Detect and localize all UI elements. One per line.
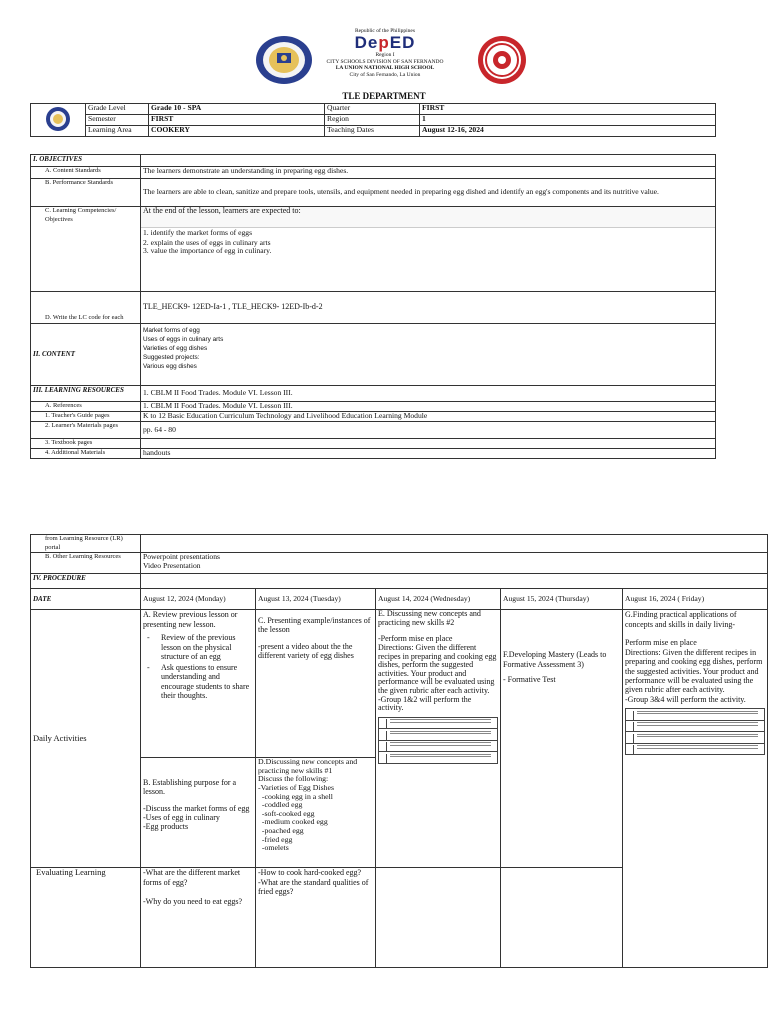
teachers-guide-label: 1. Teacher's Guide pages [31, 412, 141, 422]
content-items [141, 324, 716, 386]
department-title: TLE DEPARTMENT [342, 91, 426, 101]
content-item: Uses of eggs in culinary arts [143, 336, 224, 343]
deped-small-seal-icon [45, 106, 71, 132]
content-item: Various egg dishes [143, 363, 197, 370]
lr-portal-label: from Learning Resource (LR) portal [31, 535, 141, 553]
tuesday-activity-d [256, 758, 376, 868]
date-wednesday: August 14, 2024 (Wednesday) [376, 589, 501, 610]
learning-area-value: COOKERY [149, 126, 325, 137]
monday-b-title: B. Establishing purpose for a lesson. [143, 778, 237, 797]
quarter-value: FIRST [420, 104, 716, 115]
learners-materials-label: 2. Learner's Materials pages [31, 422, 141, 439]
monday-evaluation: -What are the different market forms of egg? -Why do you need to eat eggs? [141, 868, 256, 968]
competencies-label: C. Learning Competencies/ Objectives [31, 207, 141, 292]
resources-heading: III. LEARNING RESOURCES [31, 386, 141, 402]
procedure-table [30, 534, 768, 968]
content-item: Suggested projects: [143, 354, 200, 361]
info-table [30, 103, 716, 137]
additional-materials-label: 4. Additional Materials [31, 449, 141, 459]
school-seal-icon [475, 35, 529, 85]
header-text [300, 28, 470, 78]
friday-activity-g [623, 610, 768, 968]
other-resource-item: Powerpoint presentations [143, 552, 220, 562]
resources-heading-value: 1. CBLM II Food Trades. Module VI. Lesson III. [141, 386, 716, 402]
rubric-image [625, 708, 765, 755]
competency-1: 1. identify the market forms of eggs [143, 228, 253, 237]
content-heading: II. CONTENT [31, 324, 141, 386]
monday-a-item: - Ask questions to ensure understanding and encourage students to share their thoughts. [143, 663, 253, 701]
additional-materials-value: handouts [141, 449, 716, 459]
thursday-activity-f [501, 610, 623, 868]
lesson-plan-table [30, 154, 716, 459]
learning-area-label: Learning Area [86, 126, 149, 137]
region-text: Region I [375, 52, 395, 59]
competency-3: 3. value the importance of egg in culinary. [143, 246, 272, 256]
teaching-dates-label: Teaching Dates [325, 126, 420, 137]
textbook-value [141, 439, 716, 449]
teaching-dates-value: August 12-16, 2024 [420, 126, 716, 137]
date-label: DATE [31, 589, 141, 610]
date-monday: August 12, 2024 (Monday) [141, 589, 256, 610]
thursday-f-body: - Formative Test [503, 675, 556, 685]
evaluating-learning-label: Evaluating Learning [31, 868, 141, 968]
monday-b-body: -Discuss the market forms of egg -Uses of egg in culinary -Egg products [143, 804, 250, 832]
tuesday-evaluation: -How to cook hard-cooked egg? -What are the standard qualities of fried eggs? [256, 868, 376, 968]
wednesday-e-title: E. Discussing new concepts and practicing new skills #2 [378, 609, 481, 627]
references-label: A. References [31, 402, 141, 412]
performance-standards-label: B. Performance Standards [31, 179, 141, 207]
semester-label: Semester [86, 115, 149, 126]
other-resources-value [141, 553, 768, 574]
grade-level-value: Grade 10 - SPA [149, 104, 325, 115]
learners-materials-value: pp. 64 - 80 [141, 422, 716, 439]
region-label: Region [325, 115, 420, 126]
tuesday-c-body: -present a video about the the different variety of egg dishes [258, 642, 354, 661]
objectives-heading: I. OBJECTIVES [31, 155, 141, 167]
division-text: CITY SCHOOLS DIVISION OF SAN FERNANDO [326, 58, 444, 65]
monday-a-item: - Review of the previous lesson on the physical structure of an egg [143, 633, 253, 662]
date-tuesday: August 13, 2024 (Tuesday) [256, 589, 376, 610]
content-standards-label: A. Content Standards [31, 167, 141, 179]
date-thursday: August 15, 2024 (Thursday) [501, 589, 623, 610]
performance-standards-value: The learners are able to clean, sanitize and prepare tools, utensils, and equipment needed in preparing egg dished and identify an egg's components and its nutritive value. [141, 179, 716, 207]
logo-cell [31, 104, 86, 137]
wednesday-activity-e [376, 610, 501, 868]
competencies-cell [141, 207, 716, 292]
competencies-intro: At the end of the lesson, learners are expected to: [141, 207, 715, 228]
thursday-f-title: F.Developing Mastery (Leads to Formative Assessment 3) [503, 650, 607, 669]
region-value: 1 [420, 115, 716, 126]
rubric-image [378, 717, 498, 764]
quarter-label: Quarter [325, 104, 420, 115]
deped-logo: DepED [354, 33, 416, 53]
teachers-guide-value: K to 12 Basic Education Curriculum Technology and Livelihood Education Learning Module [141, 412, 716, 422]
monday-activity-b [141, 758, 256, 868]
daily-activities-label: Daily Activities [31, 610, 141, 868]
lc-code-label: D. Write the LC code for each [31, 292, 141, 324]
content-item: Varieties of egg dishes [143, 345, 208, 352]
semester-value: FIRST [149, 115, 325, 126]
content-item: Market forms of egg [143, 327, 200, 334]
tuesday-c-title: C. Presenting example/instances of the lesson [258, 616, 371, 635]
republic-text: Republic of the Philippines [354, 28, 416, 34]
content-standards-value: The learners demonstrate an understanding in preparing egg dishes. [141, 167, 716, 179]
references-value: 1. CBLM II Food Trades. Module VI. Lesson III. [141, 402, 716, 412]
monday-activity-a [141, 610, 256, 758]
textbook-label: 3. Textbook pages [31, 439, 141, 449]
competency-2: 2. explain the uses of eggs in culinary arts [143, 237, 271, 247]
document-header [0, 0, 768, 100]
friday-g-body: G.Finding practical applications of concepts and skills in daily living- Perform mise en place Directions: Given the different recipes in preparing and cooking egg dishes, perform the suggested activities. Your product and performance will be evaluated using the given rubric after each activity. -Group 3&4 will perform the activity. [625, 610, 763, 704]
date-friday: August 16, 2024 ( Friday) [623, 589, 768, 610]
wednesday-e-body: -Perform mise en place Directions: Given the different recipes in preparing and cooking egg dishes, perform the suggested activities. Your product and performance will be evaluated using the given rubric after each activity. -Group 1&2 will perform the activity. [378, 634, 497, 713]
monday-a-title: A. Review previous lesson or presenting new lesson. [143, 610, 238, 629]
procedure-heading: IV. PROCEDURE [31, 574, 141, 589]
tuesday-d-body: D.Discussing new concepts and practicing new skills #1 Discuss the following: -Varieties of Egg Dishes -cooking egg in a shell -coddled egg -soft-cooked egg -medium cooked egg -poached egg -fried egg -omelets [258, 757, 358, 853]
other-resource-item: Video Presentation [143, 560, 201, 570]
other-resources-label: B. Other Learning Resources [31, 553, 141, 574]
lc-code-value: TLE_HECK9- 12ED-Ia-1 , TLE_HECK9- 12ED-Ib-d-2 [141, 292, 716, 324]
grade-level-label: Grade Level [86, 104, 149, 115]
city-text: City of San Fernando, La Union [349, 71, 421, 78]
school-text: LA UNION NATIONAL HIGH SCHOOL [335, 65, 435, 72]
tuesday-activity-c [256, 610, 376, 758]
